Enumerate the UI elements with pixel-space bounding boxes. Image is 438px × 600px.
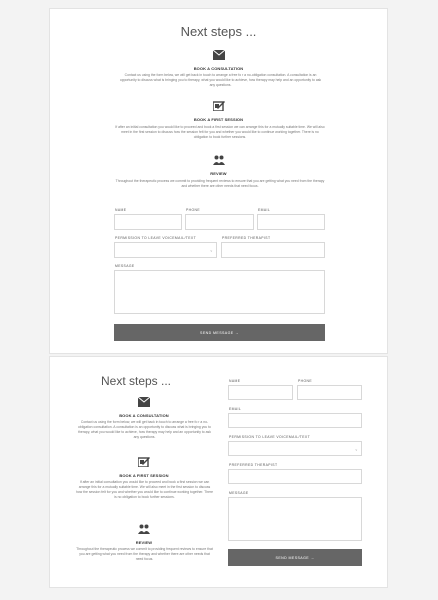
- permission-label: PERMISSION TO LEAVE VOICEMAIL/TEXT: [115, 236, 197, 240]
- step-description: Throughout the therapeutic process we commit to providing frequent reviews to ensure that you are getting what you need from the therapy and whether there are other needs that need focus.: [115, 179, 325, 188]
- email-label: EMAIL: [229, 407, 242, 411]
- name-label: NAME: [229, 379, 241, 383]
- chevron-down-icon: ⌄: [209, 247, 213, 253]
- message-label: MESSAGE: [115, 264, 135, 268]
- message-textarea[interactable]: [228, 497, 362, 541]
- name-label: NAME: [115, 208, 127, 212]
- people-icon: [138, 524, 150, 534]
- phone-input[interactable]: [185, 214, 254, 230]
- chevron-down-icon: ⌄: [354, 446, 358, 451]
- phone-input[interactable]: [297, 385, 362, 400]
- step-description: Throughout the therapeutic process we commit to providing frequent reviews to ensure that you are getting what you need from the therapy and whether there are other needs that need focus.: [76, 547, 213, 561]
- send-message-button[interactable]: SEND MESSAGE →: [228, 549, 362, 566]
- therapist-label: PREFERRED THERAPIST: [222, 236, 271, 240]
- phone-label: PHONE: [298, 379, 313, 383]
- email-input[interactable]: [257, 214, 325, 230]
- step-title: BOOK A FIRST SESSION: [119, 473, 169, 478]
- message-textarea[interactable]: [114, 270, 325, 314]
- permission-label: PERMISSION TO LEAVE VOICEMAIL/TEXT: [229, 435, 311, 439]
- mail-icon: [138, 397, 150, 407]
- name-input[interactable]: [114, 214, 182, 230]
- email-label: EMAIL: [258, 208, 271, 212]
- therapist-input[interactable]: [228, 469, 362, 484]
- step-description: If after an initial consultation you would like to proceed and book a first session we can arrange this for a mutually suitable time. We will also meet in the first session to discuss how the session felt for you and whether you would like to continue working together. There is no obligation to book further sessions.: [115, 125, 325, 139]
- step-title: BOOK A CONSULTATION: [119, 413, 169, 418]
- page-title: Next steps ...: [180, 24, 257, 39]
- desktop-layout-panel: [49, 8, 388, 354]
- phone-label: PHONE: [186, 208, 201, 212]
- send-message-button[interactable]: SEND MESSAGE →: [114, 324, 325, 341]
- step-description: Contact us using the form below, we will get back in touch to arrange a free fo r a no-obligation consultation. A consultation is an opportunity to discuss what is bringing you to therapy, what you would like to achieve, how therapy may help and an opportunity to ask any questions.: [78, 420, 211, 439]
- email-input[interactable]: [228, 413, 362, 428]
- step-title: BOOK A FIRST SESSION: [193, 117, 244, 122]
- step-title: REVIEW: [135, 540, 153, 545]
- step-description: Contact us using the form below, we will get back in touch to arrange a free fo r a no-obligation consultation. A consultation is an opportunity to discuss what is bringing you to therapy, what you would like to achieve, how therapy may help and an opportunity to ask any questions.: [119, 73, 322, 87]
- step-title: REVIEW: [210, 171, 227, 176]
- permission-select[interactable]: [228, 441, 362, 456]
- permission-select[interactable]: [114, 242, 217, 258]
- tablet-layout-panel: [49, 356, 388, 588]
- edit-icon: [138, 457, 150, 467]
- page-title: Next steps ...: [100, 374, 172, 388]
- mail-icon: [213, 50, 225, 60]
- edit-icon: [213, 101, 225, 111]
- message-label: MESSAGE: [229, 491, 249, 495]
- therapist-input[interactable]: [221, 242, 325, 258]
- name-input[interactable]: [228, 385, 293, 400]
- therapist-label: PREFERRED THERAPIST: [229, 463, 278, 467]
- people-icon: [213, 155, 225, 165]
- step-description: If after an initial consultation you would like to proceed and book a first session we can arrange this for a mutually suitable time. We will also meet in the first session to discuss how the session felt for you and whether you would like to continue working together. There is no obligation to book further sessions.: [76, 480, 213, 499]
- step-title: BOOK A CONSULTATION: [193, 66, 244, 71]
